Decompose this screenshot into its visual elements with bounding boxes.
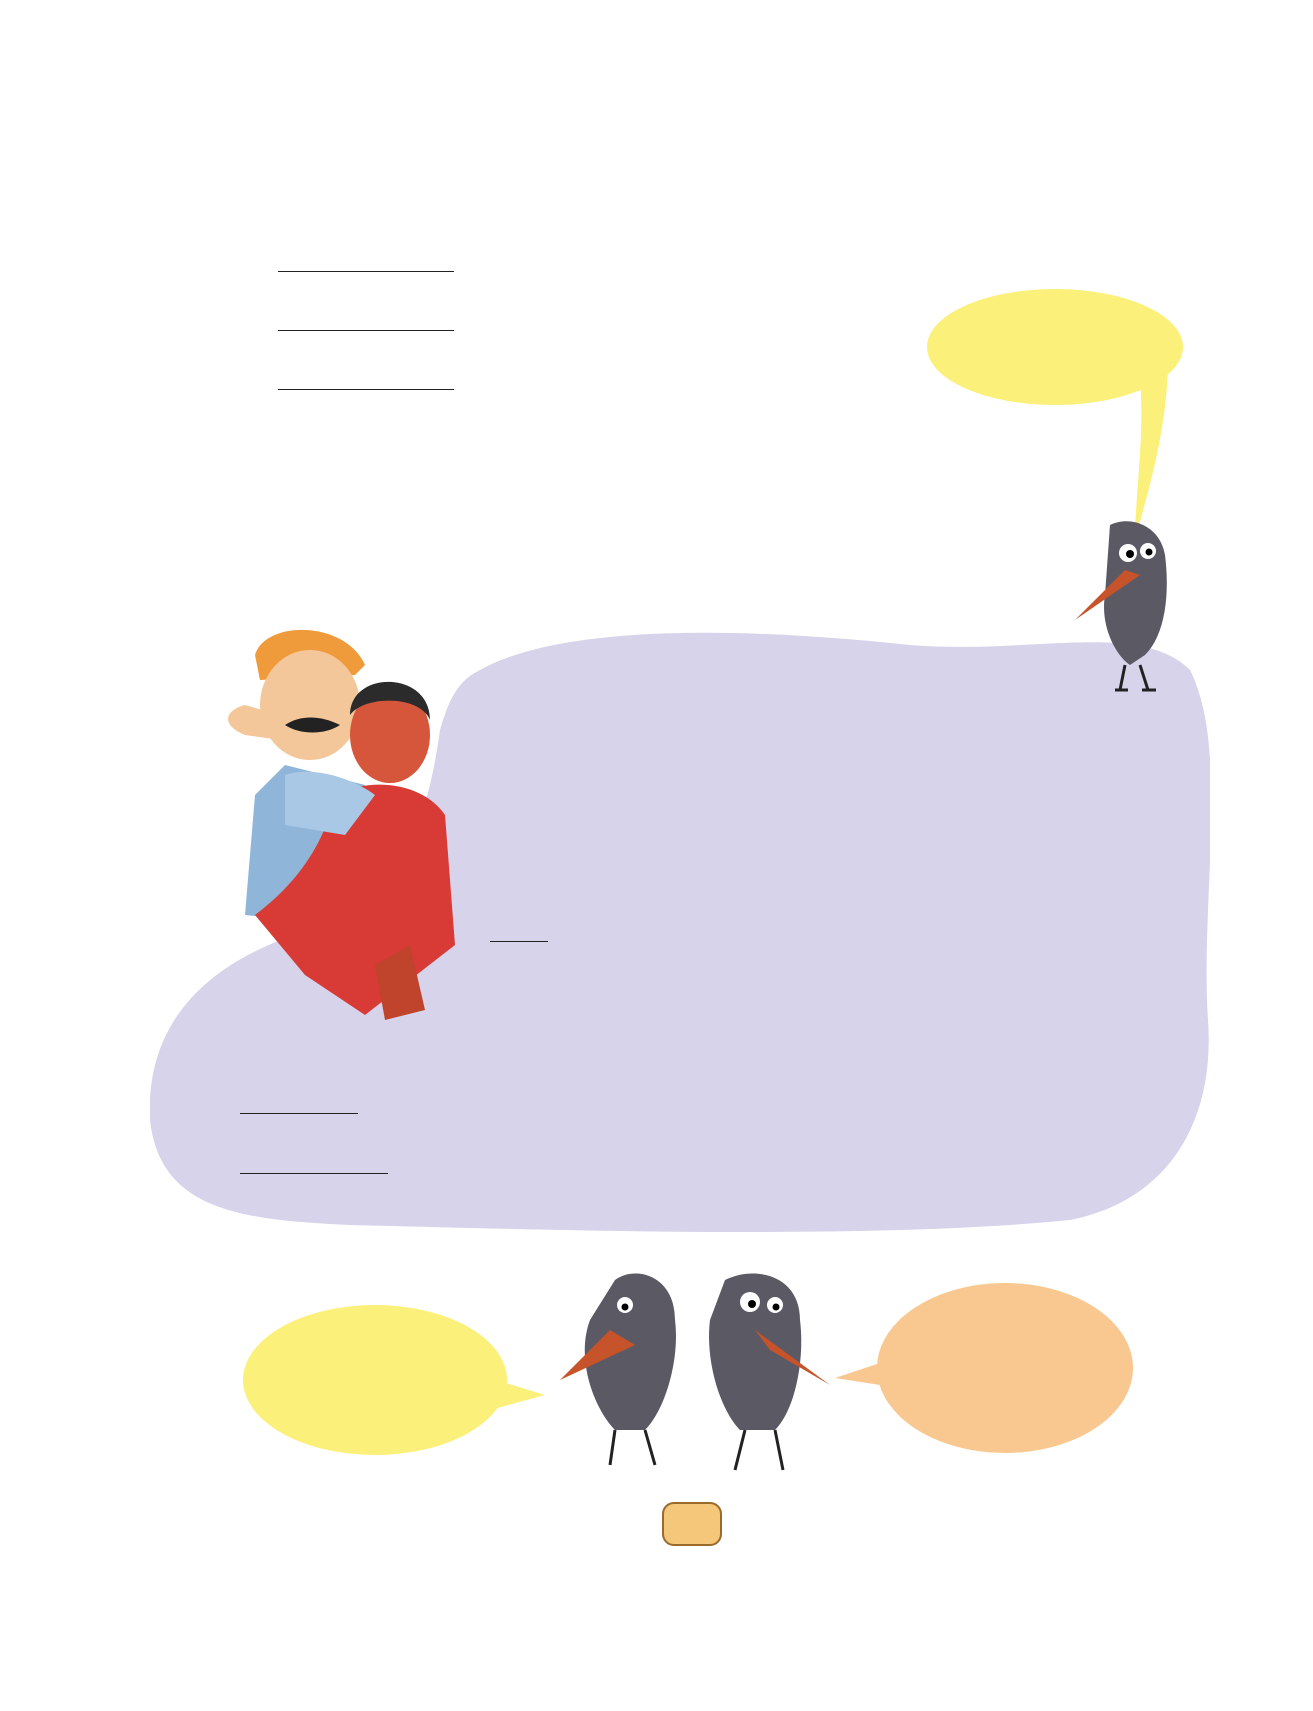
speech-bubble-right bbox=[835, 1278, 1135, 1458]
speech-bubble-left bbox=[240, 1300, 550, 1460]
decorative-border-bottom bbox=[118, 1590, 1313, 1660]
tulsi-question-1 bbox=[490, 914, 1140, 952]
decorative-border-top bbox=[105, 62, 1313, 142]
field-row-ka bbox=[278, 244, 454, 282]
tulsi-question-3 bbox=[240, 1146, 388, 1184]
answer-blank[interactable] bbox=[490, 941, 548, 942]
answer-blank[interactable] bbox=[240, 1173, 388, 1174]
crow-illustration-top bbox=[1070, 515, 1180, 695]
answer-blank[interactable] bbox=[240, 1113, 358, 1114]
field-row-ga bbox=[278, 362, 454, 400]
answer-blank[interactable] bbox=[278, 330, 454, 331]
couple-illustration bbox=[225, 615, 485, 1025]
speech-bubble-top bbox=[920, 285, 1190, 545]
answer-blank[interactable] bbox=[278, 271, 454, 272]
question-cost bbox=[240, 556, 250, 594]
question-area bbox=[240, 186, 250, 224]
page-number bbox=[662, 1502, 722, 1546]
two-crows-illustration bbox=[555, 1260, 835, 1480]
answer-blank[interactable] bbox=[278, 389, 454, 390]
tulsi-question-2-line2 bbox=[240, 1086, 358, 1124]
field-row-kha bbox=[278, 303, 454, 341]
